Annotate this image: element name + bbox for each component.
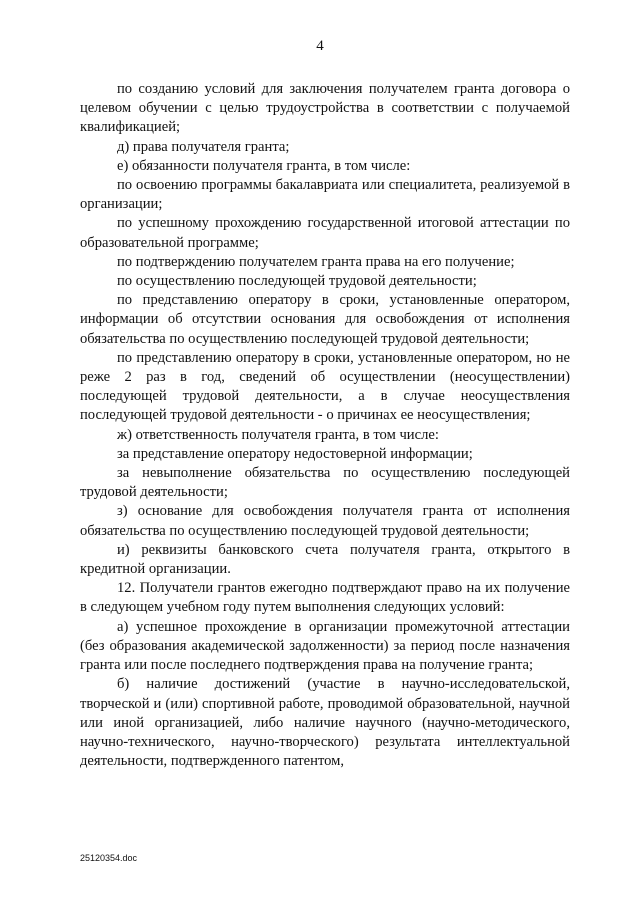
page-number: 4 <box>316 38 324 54</box>
paragraph-section-12: 12. Получатели грантов ежегодно подтверждают право на их получение в следующем учебном году путем выполнения следующих условий: <box>80 580 570 616</box>
paragraph-achievements: б) наличие достижений (участие в научно-исследовательской, творческой и (или) спортивной работе, проводимой образовательной, научной или иной организацией, либо наличие научного (научно-методического, научно-технического, научно-творческого) результата интеллектуальной деятельности, подтвержденного патентом, <box>80 676 570 770</box>
paragraph-grantee-liability: ж) ответственность получателя гранта, в том числе: <box>117 426 439 443</box>
paragraph-info-release-grounds: по представлению оператору в сроки, установленные оператором, информации об отсутствии основания для освобождения от исполнения обязательства по осуществлению последующей трудовой деятельности; <box>80 292 570 347</box>
paragraph-interim-attestation: а) успешное прохождение в организации промежуточной аттестации (без образования академической задолженности) за период после назначения гранта или после последнего подтверждения права на получение гранта; <box>80 618 570 674</box>
paragraph-targeted-training: по созданию условий для заключения получателем гранта договора о целевом обучении с целью трудоустройства в соответствии с получаемой квалификацией; <box>80 81 570 136</box>
document-body <box>80 80 570 771</box>
footer-filename: 25120354.doc <box>80 853 138 863</box>
paragraph-release-grounds: з) основание для освобождения получателя гранта от исполнения обязательства по осуществлению последующей трудовой деятельности; <box>80 503 570 539</box>
paragraph-subsequent-work: по осуществлению последующей трудовой деятельности; <box>117 273 477 290</box>
paragraph-grantee-obligations: е) обязанности получателя гранта, в том числе: <box>117 157 411 174</box>
paragraph-nonfulfillment: за невыполнение обязательства по осуществлению последующей трудовой деятельности; <box>80 465 570 501</box>
paragraph-grantee-rights: д) права получателя гранта; <box>117 138 290 155</box>
paragraph-bachelor-program: по освоению программы бакалавриата или специалитета, реализуемой в организации; <box>80 177 570 213</box>
paragraph-confirm-right: по подтверждению получателем гранта права на его получение; <box>117 253 515 270</box>
paragraph-info-twice-year: по представлению оператору в сроки, установленные оператором, но не реже 2 раз в год, сведений об осуществлении (неосуществлении) последующей трудовой деятельности, а в случае неосуществления последующей трудовой деятельности - о причинах ее неосуществления; <box>80 349 570 424</box>
paragraph-bank-details: и) реквизиты банковского счета получателя гранта, открытого в кредитной организации. <box>80 541 570 578</box>
paragraph-false-info: за представление оператору недостоверной информации; <box>117 445 473 462</box>
paragraph-state-attestation: по успешному прохождению государственной итоговой аттестации по образовательной программе; <box>80 215 570 251</box>
